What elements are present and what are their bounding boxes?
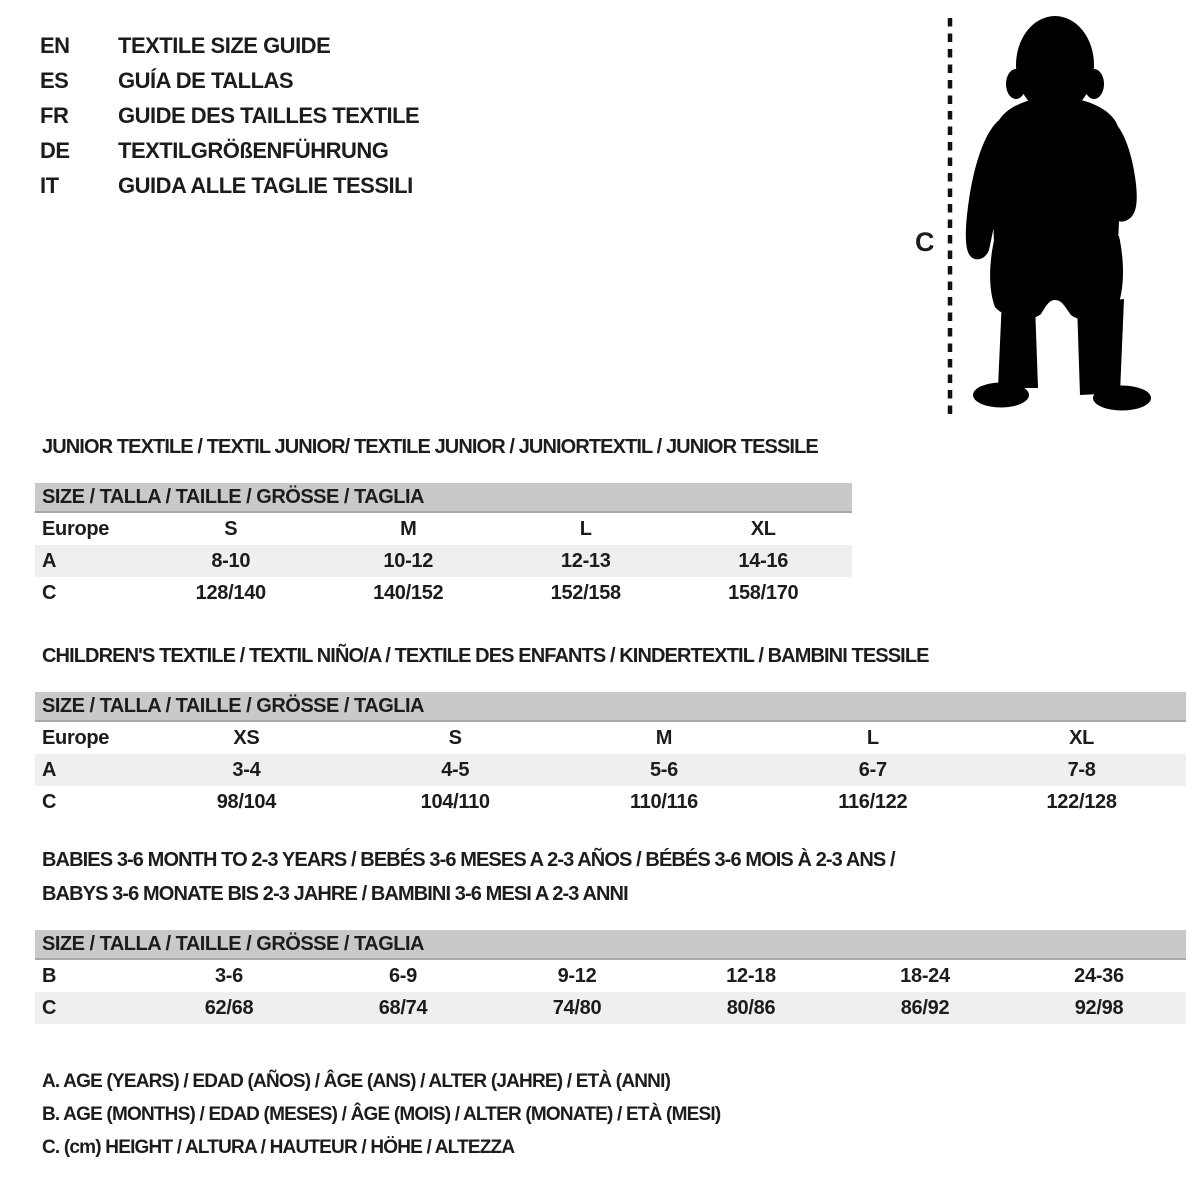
language-row-es [40,63,419,98]
language-code: DE [40,137,70,163]
table-row [35,754,1186,786]
table-row [35,577,852,609]
language-code: IT [40,172,59,198]
size-cell: 128/140 [195,581,266,604]
row-label: C [42,996,57,1019]
row-label: C [42,581,57,604]
size-cell: 10-12 [383,549,434,572]
legend-age-years: A. AGE (YEARS) / EDAD (AÑOS) / ÂGE (ANS) / ALTER (JAHRE) / ETÀ (ANNI) [42,1071,671,1092]
size-cell: 110/116 [629,790,698,813]
height-measure-label: C [915,227,935,257]
size-cell: XS [233,726,260,749]
size-cell: 4-5 [441,758,470,781]
size-cell: 6-9 [388,964,417,987]
legend-height-cm: C. (cm) HEIGHT / ALTURA / HAUTEUR / HÖHE / ALTEZZA [42,1137,515,1158]
size-cell: S [448,726,462,749]
junior-size-table [35,483,852,609]
size-cell: 62/68 [204,996,254,1019]
size-cell: 3-6 [214,964,243,987]
row-label: C [42,790,57,813]
size-cell: L [866,726,879,749]
section-title-babies-line2: BABYS 3-6 MONATE BIS 2-3 JAHRE / BAMBINI 3-6 MESI A 2-3 ANNI [42,883,628,905]
language-code: FR [40,102,69,128]
language-row-de [40,133,419,168]
language-row-it [40,168,419,203]
section-title-junior: JUNIOR TEXTILE / TEXTIL JUNIOR/ TEXTILE JUNIOR / JUNIORTEXTIL / JUNIOR TESSILE [42,436,818,458]
size-cell: 24-36 [1074,964,1124,987]
size-header-bar: SIZE / TALLA / TAILLE / GRÖSSE / TAGLIA [35,930,1186,960]
table-row [35,992,1186,1024]
size-cell: XL [750,517,776,540]
size-cell: 104/110 [420,790,490,813]
section-title-children: CHILDREN'S TEXTILE / TEXTIL NIÑO/A / TEXTILE DES ENFANTS / KINDERTEXTIL / BAMBINI TESSILE [42,645,929,667]
size-cell: 12-13 [560,549,611,572]
size-cell: 80/86 [726,996,776,1019]
size-cell: 3-4 [232,758,261,781]
size-cell: 140/152 [373,581,444,604]
language-list [40,28,419,203]
toddler-silhouette-icon [905,8,1165,420]
size-cell: XL [1069,726,1095,749]
language-title: GUIDE DES TAILLES TEXTILE [118,102,420,128]
size-cell: 12-18 [726,964,776,987]
size-cell: 116/122 [838,790,908,813]
size-cell: 14-16 [738,549,789,572]
language-code: ES [40,67,69,93]
table-row [35,786,1186,818]
children-size-table [35,692,1186,818]
size-cell: 5-6 [649,758,678,781]
section-title-babies-line1: BABIES 3-6 MONTH TO 2-3 YEARS / BEBÉS 3-6 MESES A 2-3 AÑOS / BÉBÉS 3-6 MOIS À 2-3 ANS / [42,849,895,871]
row-label: Europe [42,517,110,540]
size-cell: S [224,517,238,540]
language-code: EN [40,32,70,58]
size-cell: 74/80 [552,996,602,1019]
row-label: B [42,964,57,987]
size-cell: 6-7 [858,758,887,781]
legend-age-months: B. AGE (MONTHS) / EDAD (MESES) / ÂGE (MOIS) / ALTER (MONATE) / ETÀ (MESI) [42,1104,721,1125]
table-row [35,722,1186,754]
size-cell: 122/128 [1046,790,1117,813]
size-cell: 92/98 [1074,996,1124,1019]
size-cell: 9-12 [557,964,597,987]
language-title: GUÍA DE TALLAS [118,67,294,93]
size-cell: M [400,517,417,540]
language-title: TEXTILGRÖßENFÜHRUNG [118,137,389,163]
table-row [35,513,852,545]
row-label: A [42,758,57,781]
toddler-body [966,16,1151,411]
row-label: Europe [42,726,110,749]
size-cell: M [655,726,673,749]
size-cell: 8-10 [211,549,251,572]
size-header-bar: SIZE / TALLA / TAILLE / GRÖSSE / TAGLIA [35,483,852,513]
babies-size-table [35,930,1186,1024]
size-header-bar: SIZE / TALLA / TAILLE / GRÖSSE / TAGLIA [35,692,1186,722]
size-cell: 152/158 [550,581,621,604]
size-cell: 18-24 [900,964,950,987]
size-cell: 7-8 [1067,758,1096,781]
size-cell: 98/104 [216,790,277,813]
language-row-en [40,28,419,63]
row-label: A [42,549,57,572]
language-title: GUIDA ALLE TAGLIE TESSILI [118,172,413,198]
table-row [35,545,852,577]
table-row [35,960,1186,992]
size-cell: 158/170 [728,581,799,604]
language-row-fr [40,98,419,133]
size-cell: 86/92 [900,996,950,1019]
size-cell: L [579,517,592,540]
size-cell: 68/74 [378,996,428,1019]
language-title: TEXTILE SIZE GUIDE [118,32,331,58]
